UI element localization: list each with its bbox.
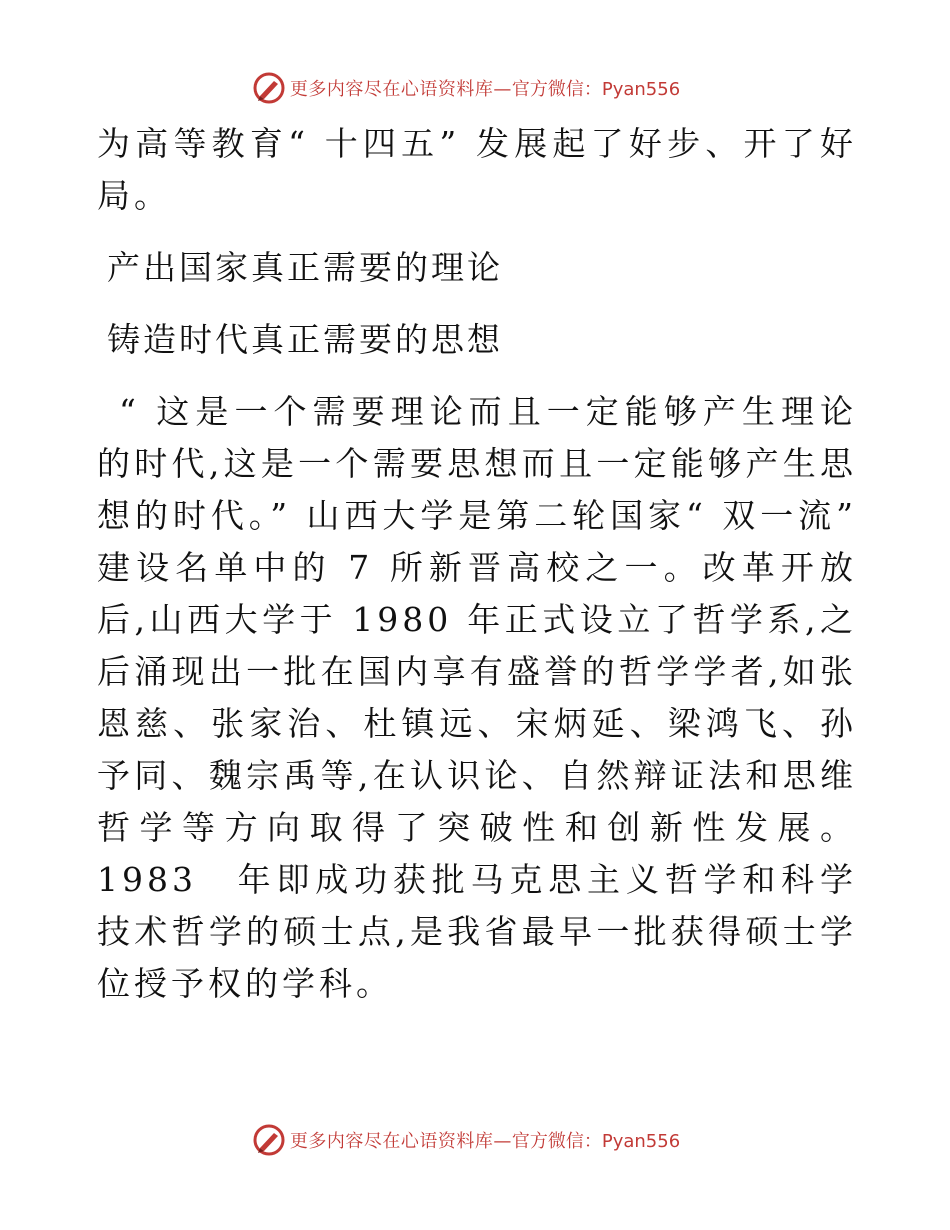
watermark-text: 更多内容尽在心语资料库— — [289, 79, 512, 100]
watermark-contact: 官方微信：Pyan556 — [511, 1131, 681, 1152]
header-watermark — [0, 68, 950, 108]
section-heading-thought: 铸造时代真正需要的思想 — [107, 320, 503, 359]
section-heading-theory: 产出国家真正需要的理论 — [107, 248, 503, 287]
paragraph-main: “ 这是一个需要理论而且一定能够产生理论的时代,这是一个需要思想而且一定能够产生思想的时代。” 山西大学是第二轮国家“ 双一流” 建设名单中的 7 所新晋高校之一。改革开放后,山西大学于 1980 年正式设立了哲学系,之后涌现出一批在国内享有盛誉的哲学学者,如张恩慈、张家治、杜镇远、宋炳延、梁鸿飞、孙予同、魏宗禹等,在认识论、自然辩证法和思维哲学等方向取得了突破性和创新性发展。1983 年即成功获批马克思主义哲学和科学技术哲学的硕士点,是我省最早一批获得硕士学位授予权的学科。 — [97, 392, 857, 1003]
pen-logo-icon — [252, 1123, 286, 1157]
watermark-text: 更多内容尽在心语资料库— — [289, 1131, 512, 1152]
watermark-contact: 官方微信：Pyan556 — [511, 79, 681, 100]
document-body — [97, 118, 857, 1010]
footer-watermark — [0, 1120, 950, 1160]
pen-logo-icon — [252, 71, 286, 105]
paragraph-intro: 为高等教育“ 十四五” 发展起了好步、开了好局。 — [97, 124, 857, 215]
